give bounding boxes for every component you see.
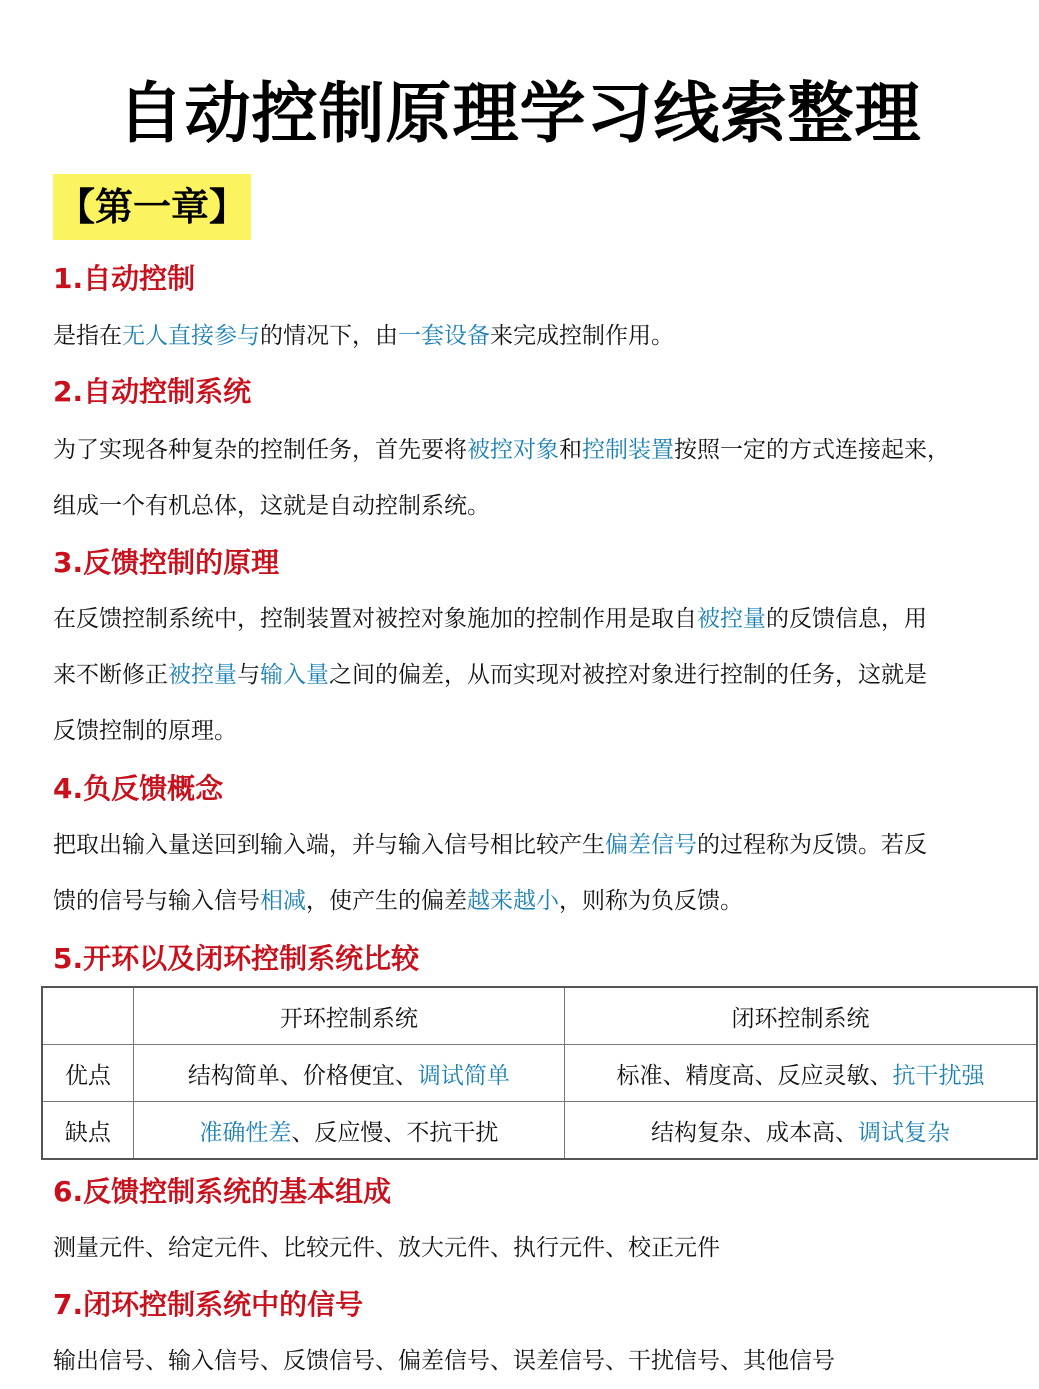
text-run: 把取出输入量送回到输入端，并与输入信号相比较产生 xyxy=(53,832,605,858)
text-run: 按照一定的方式连接起来， xyxy=(674,437,950,463)
chapter-label: 【第一章】 xyxy=(53,174,251,240)
cell-open-advantages xyxy=(133,1045,564,1102)
table-header-row xyxy=(42,987,1037,1045)
section-3-heading: 3.反馈控制的原理 xyxy=(53,546,280,579)
text-run: 的过程称为反馈。若反 xyxy=(697,832,927,858)
text-run: 结构复杂、成本高、 xyxy=(650,1119,858,1146)
section-7-text xyxy=(53,1333,1033,1389)
text-run: 馈的信号与输入信号 xyxy=(53,888,260,914)
section-4-heading: 4.负反馈概念 xyxy=(53,772,224,805)
highlight-term: 越来越小 xyxy=(467,888,559,914)
section-4-line-2 xyxy=(53,873,1033,929)
section-3-line-1 xyxy=(53,591,1033,647)
text-run: 测量元件、给定元件、比较元件、放大元件、执行元件、校正元件 xyxy=(53,1235,720,1261)
highlight-term: 偏差信号 xyxy=(605,832,697,858)
text-run: 来完成控制作用。 xyxy=(490,323,674,349)
highlight-term: 输入量 xyxy=(260,662,329,688)
section-1-line-1 xyxy=(53,308,1033,364)
text-run: 是指在 xyxy=(53,323,122,349)
section-1-heading: 1.自动控制 xyxy=(53,262,196,295)
cell-closed-disadvantages xyxy=(564,1102,1037,1160)
text-run: 与 xyxy=(237,662,260,688)
row-label-disadvantages: 缺点 xyxy=(42,1102,133,1160)
section-4-text xyxy=(53,817,1033,929)
section-4-line-1 xyxy=(53,817,1033,873)
text-run: 和 xyxy=(559,437,582,463)
section-6-text xyxy=(53,1220,1033,1276)
text-run: 来不断修正 xyxy=(53,662,168,688)
text-run: 结构简单、价格便宜、 xyxy=(187,1062,418,1089)
text-run: 反馈控制的原理。 xyxy=(53,718,237,744)
highlight-term: 被控量 xyxy=(697,606,766,632)
highlight-term: 控制装置 xyxy=(582,437,674,463)
section-2-line-2 xyxy=(53,478,1033,534)
section-2-heading: 2.自动控制系统 xyxy=(53,375,252,408)
text-run: 之间的偏差，从而实现对被控对象进行控制的任务，这就是 xyxy=(329,662,927,688)
section-7-heading: 7.闭环控制系统中的信号 xyxy=(53,1288,364,1321)
table-corner-cell xyxy=(42,987,133,1045)
text-run: 的情况下，由 xyxy=(260,323,398,349)
text-run: ，则称为负反馈。 xyxy=(559,888,743,914)
highlight-term: 一套设备 xyxy=(398,323,490,349)
section-5-heading: 5.开环以及闭环控制系统比较 xyxy=(53,942,420,975)
text-run: 标准、精度高、反应灵敏、 xyxy=(616,1062,893,1089)
highlight-term: 无人直接参与 xyxy=(122,323,260,349)
section-6-line-1 xyxy=(53,1220,1033,1276)
highlight-term: 被控对象 xyxy=(467,437,559,463)
highlight-term: 准确性差 xyxy=(199,1119,292,1146)
section-3-line-2 xyxy=(53,647,1033,703)
text-run: 的反馈信息，用 xyxy=(766,606,927,632)
highlight-term: 抗干扰强 xyxy=(892,1062,985,1089)
table-row-disadvantages xyxy=(42,1102,1037,1160)
section-2-line-1 xyxy=(53,422,1033,478)
highlight-term: 调试复杂 xyxy=(857,1119,950,1146)
row-label-advantages: 优点 xyxy=(42,1045,133,1102)
table-header-closed-loop: 闭环控制系统 xyxy=(564,987,1037,1045)
highlight-term: 相减 xyxy=(260,888,306,914)
highlight-term: 被控量 xyxy=(168,662,237,688)
comparison-table xyxy=(41,986,1038,1160)
text-run: 为了实现各种复杂的控制任务，首先要将 xyxy=(53,437,467,463)
table-header-open-loop: 开环控制系统 xyxy=(133,987,564,1045)
section-1-text xyxy=(53,308,1033,364)
cell-open-disadvantages xyxy=(133,1102,564,1160)
section-2-text xyxy=(53,422,1033,534)
section-3-line-3 xyxy=(53,703,1033,759)
text-run: 输出信号、输入信号、反馈信号、偏差信号、误差信号、干扰信号、其他信号 xyxy=(53,1348,835,1374)
table-row-advantages xyxy=(42,1045,1037,1102)
highlight-term: 调试简单 xyxy=(417,1062,510,1089)
cell-closed-advantages xyxy=(564,1045,1037,1102)
section-3-text xyxy=(53,591,1033,759)
section-6-heading: 6.反馈控制系统的基本组成 xyxy=(53,1175,392,1208)
text-run: 、反应慢、不抗干扰 xyxy=(291,1119,499,1146)
text-run: 在反馈控制系统中，控制装置对被控对象施加的控制作用是取自 xyxy=(53,606,697,632)
text-run: 组成一个有机总体，这就是自动控制系统。 xyxy=(53,493,490,519)
section-7-line-1 xyxy=(53,1333,1033,1389)
page-title: 自动控制原理学习线索整理 xyxy=(117,75,922,152)
text-run: ，使产生的偏差 xyxy=(306,888,467,914)
